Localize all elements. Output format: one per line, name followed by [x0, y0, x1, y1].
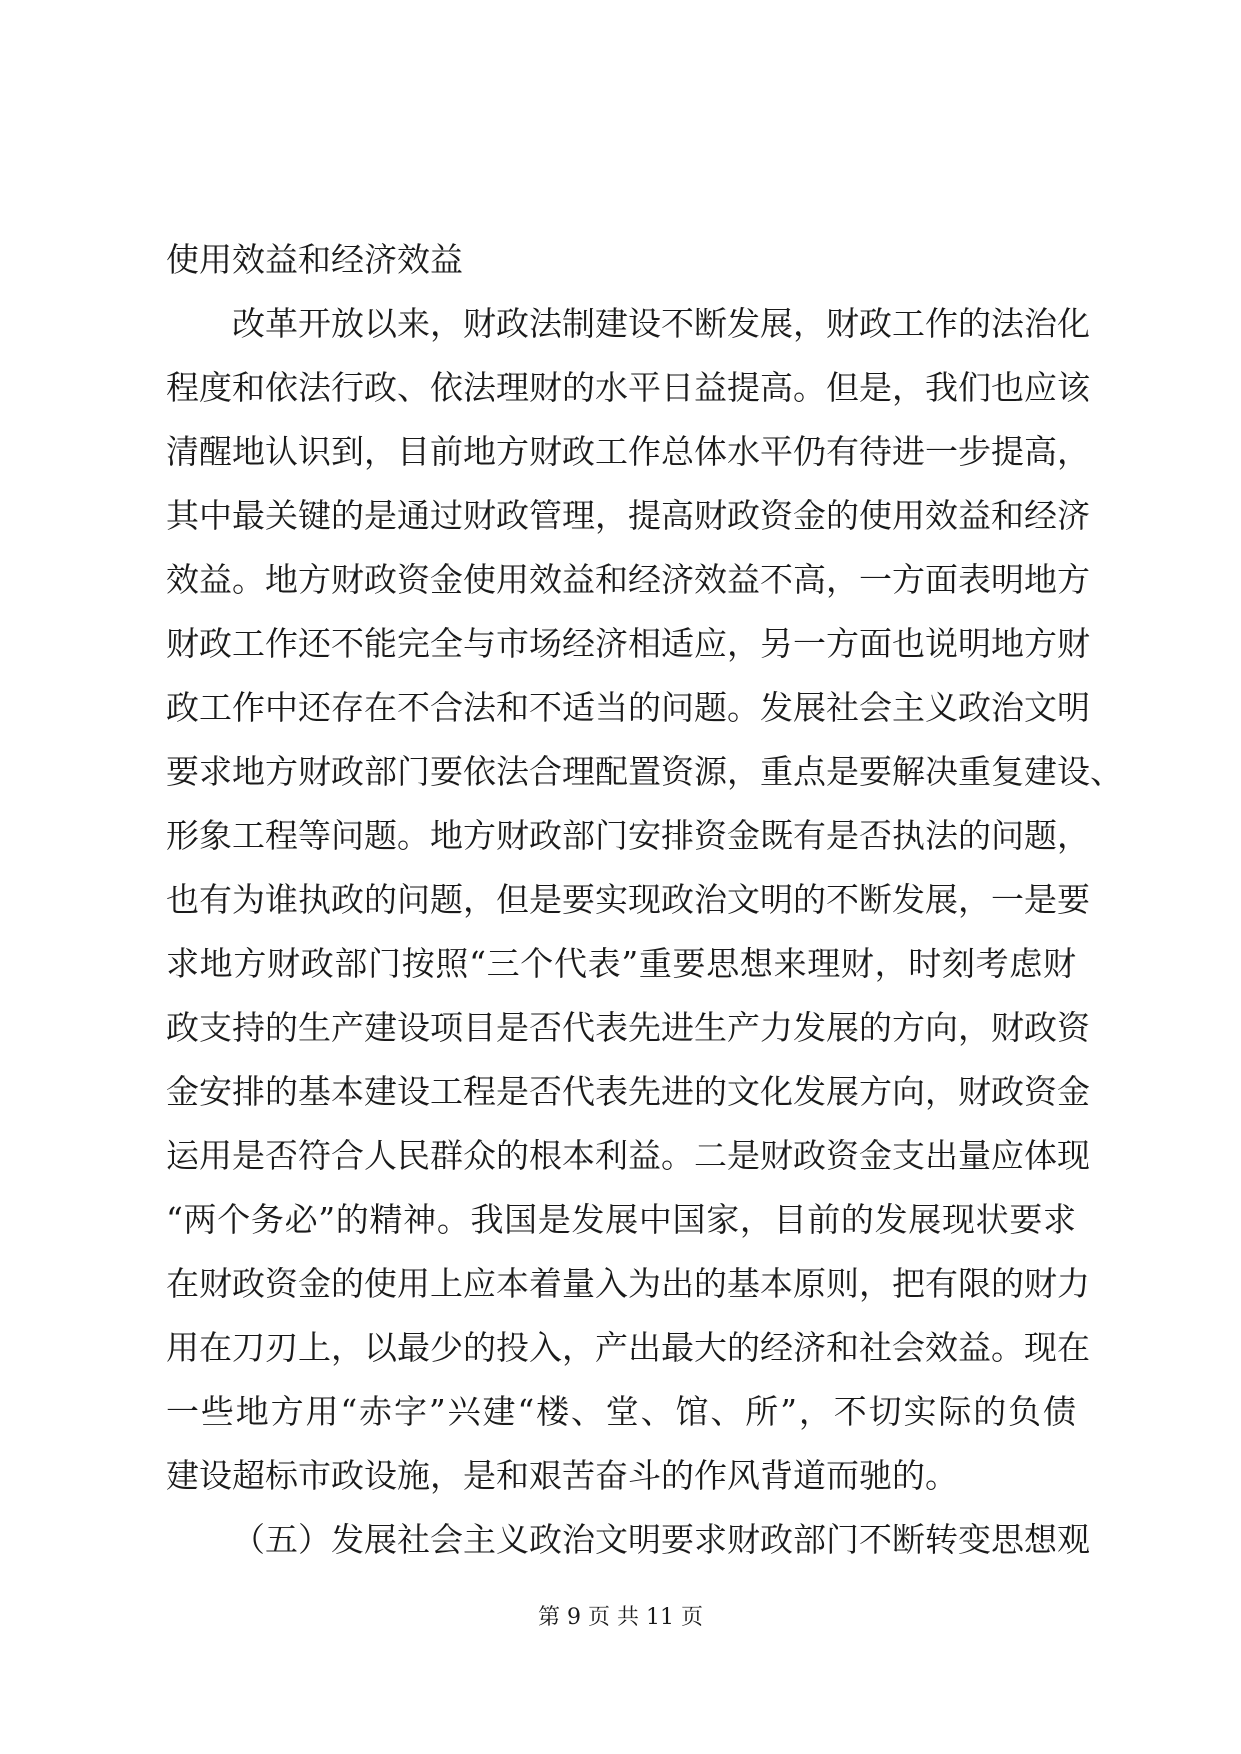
section-heading-line: （五）发展社会主义政治文明要求财政部门不断转变思想观 — [232, 1520, 1090, 1559]
text-line: 清醒地认识到，目前地方财政工作总体水平仍有待进一步提高， — [166, 432, 1090, 471]
text-line: 一些地方用“赤字”兴建“楼、堂、馆、所”，不切实际的负债 — [166, 1392, 1076, 1431]
text-line: 其中最关键的是通过财政管理，提高财政资金的使用效益和经济 — [166, 496, 1090, 535]
text-line: 效益。地方财政资金使用效益和经济效益不高，一方面表明地方 — [166, 560, 1090, 599]
text-line: 程度和依法行政、依法理财的水平日益提高。但是，我们也应该 — [166, 368, 1090, 407]
paragraph-end-line: 建设超标市政设施，是和艰苦奋斗的作风背道而驰的。 — [166, 1456, 958, 1495]
text-line: 金安排的基本建设工程是否代表先进的文化发展方向，财政资金 — [166, 1072, 1090, 1111]
text-line: 运用是否符合人民群众的根本利益。二是财政资金支出量应体现 — [166, 1136, 1090, 1175]
text-line: “两个务必”的精神。我国是发展中国家，目前的发展现状要求 — [166, 1200, 1076, 1239]
text-line: 用在刀刃上，以最少的投入，产出最大的经济和社会效益。现在 — [166, 1328, 1090, 1367]
document-body — [166, 228, 1123, 1572]
text-line: 要求地方财政部门要依法合理配置资源，重点是要解决重复建设、 — [166, 752, 1123, 791]
text-line: 政支持的生产建设项目是否代表先进生产力发展的方向，财政资 — [166, 1008, 1090, 1047]
text-line: 形象工程等问题。地方财政部门安排资金既有是否执法的问题， — [166, 816, 1090, 855]
text-line: 也有为谁执政的问题，但是要实现政治文明的不断发展，一是要 — [166, 880, 1090, 919]
text-line-heading-continuation: 使用效益和经济效益 — [166, 240, 463, 279]
text-line: 在财政资金的使用上应本着量入为出的基本原则，把有限的财力 — [166, 1264, 1090, 1303]
page-number-footer: 第 9 页 共 11 页 — [538, 1605, 703, 1630]
text-line: 求地方财政部门按照“三个代表”重要思想来理财，时刻考虑财 — [166, 944, 1076, 983]
paragraph-start-line: 改革开放以来，财政法制建设不断发展，财政工作的法治化 — [232, 304, 1090, 343]
text-line: 政工作中还存在不合法和不适当的问题。发展社会主义政治文明 — [166, 688, 1090, 727]
text-line: 财政工作还不能完全与市场经济相适应，另一方面也说明地方财 — [166, 624, 1090, 663]
